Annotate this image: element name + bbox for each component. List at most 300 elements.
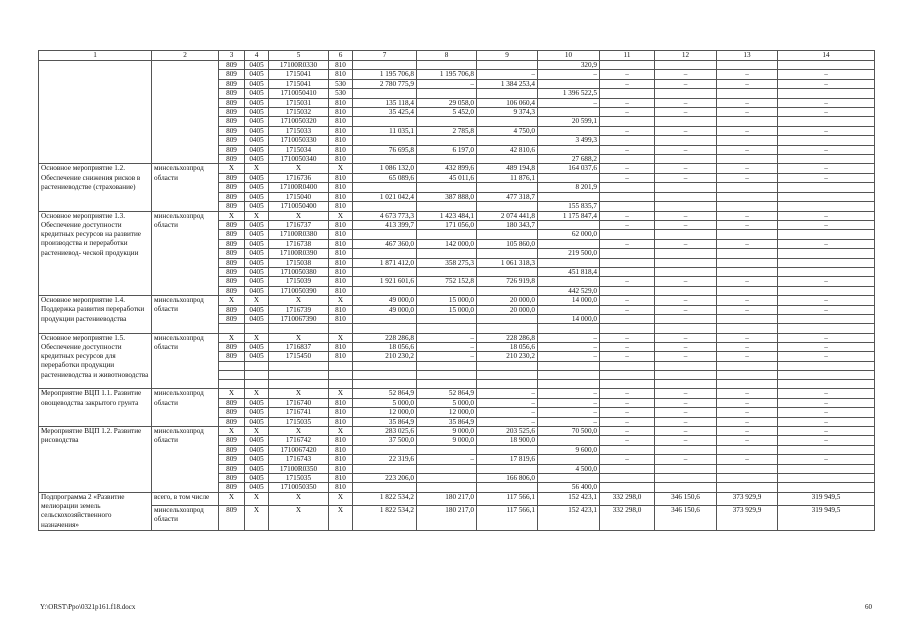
table-cell: 319 949,5 (778, 492, 875, 505)
table-cell (538, 126, 600, 135)
table-cell (655, 202, 717, 211)
table-cell (778, 136, 875, 145)
table-cell: – (717, 455, 778, 464)
table-cell (600, 89, 655, 98)
table-cell (600, 267, 655, 276)
table-row (39, 61, 875, 70)
table-cell: 1716742 (269, 436, 329, 445)
table-cell (353, 155, 417, 164)
table-cell: 1716739 (269, 305, 329, 314)
table-cell: 809 (219, 505, 245, 530)
table-cell: 1 175 847,4 (538, 211, 600, 220)
column-header: 2 (152, 51, 219, 61)
table-cell (538, 455, 600, 464)
table-cell (538, 370, 600, 379)
table-cell: X (219, 296, 245, 305)
table-cell: – (778, 296, 875, 305)
table-cell: – (655, 70, 717, 79)
table-row (39, 296, 875, 305)
table-cell: 809 (219, 436, 245, 445)
table-cell: 358 275,3 (417, 258, 477, 267)
table-cell: 1716741 (269, 408, 329, 417)
table-cell: – (538, 98, 600, 107)
table-cell (655, 89, 717, 98)
table-cell: 117 566,1 (477, 492, 538, 505)
table-cell: – (655, 342, 717, 351)
responsible-executor (152, 61, 219, 164)
table-cell (477, 464, 538, 473)
table-cell: 20 000,0 (477, 305, 538, 314)
table-cell (655, 267, 717, 276)
table-cell (778, 155, 875, 164)
table-cell: 0405 (245, 474, 269, 483)
table-cell: 752 152,8 (417, 277, 477, 286)
table-cell: – (778, 352, 875, 361)
table-cell: – (600, 126, 655, 135)
table-cell: 809 (219, 445, 245, 454)
table-cell (353, 202, 417, 211)
table-cell (417, 249, 477, 258)
table-cell: 9 374,3 (477, 108, 538, 117)
table-cell: – (655, 239, 717, 248)
table-cell (353, 464, 417, 473)
table-cell (778, 474, 875, 483)
table-cell: 15 000,0 (417, 305, 477, 314)
table-cell (600, 474, 655, 483)
table-cell (538, 108, 600, 117)
table-cell: – (538, 389, 600, 398)
table-cell: 809 (219, 417, 245, 426)
table-cell (717, 370, 778, 379)
table-cell: 17100R0350 (269, 464, 329, 473)
table-cell: 809 (219, 173, 245, 182)
table-cell: – (655, 417, 717, 426)
table-cell: 219 500,0 (538, 249, 600, 258)
table-cell: 106 060,4 (477, 98, 538, 107)
table-cell: 0405 (245, 192, 269, 201)
table-cell: 809 (219, 192, 245, 201)
table-cell: – (717, 126, 778, 135)
activity-name (39, 61, 152, 164)
table-cell (417, 183, 477, 192)
table-cell (778, 249, 875, 258)
table-cell (538, 79, 600, 88)
table-cell: 1716740 (269, 398, 329, 407)
activity-name: Основное мероприятие 1.4. Поддержка развития переработки продукции растениеводства (39, 296, 152, 333)
table-cell: 320,9 (538, 61, 600, 70)
table-cell: X (329, 389, 353, 398)
table-cell (717, 474, 778, 483)
table-cell (417, 117, 477, 126)
table-cell: – (538, 408, 600, 417)
column-header: 9 (477, 51, 538, 61)
column-header: 6 (329, 51, 353, 61)
table-cell: 12 000,0 (417, 408, 477, 417)
table-cell: – (655, 220, 717, 229)
table-cell: 809 (219, 474, 245, 483)
table-cell: 1710050340 (269, 155, 329, 164)
table-cell: 1710050330 (269, 136, 329, 145)
table-cell (600, 464, 655, 473)
table-cell: – (778, 342, 875, 351)
table-cell: 809 (219, 108, 245, 117)
table-cell: – (717, 220, 778, 229)
table-cell (600, 230, 655, 239)
table-cell: – (778, 70, 875, 79)
table-cell: – (778, 108, 875, 117)
table-cell: 810 (329, 286, 353, 295)
table-cell (353, 324, 417, 333)
table-cell: 0405 (245, 108, 269, 117)
table-cell: 56 400,0 (538, 483, 600, 492)
table-cell (778, 183, 875, 192)
table-cell: 530 (329, 79, 353, 88)
table-cell: – (778, 417, 875, 426)
table-cell: 18 056,6 (353, 342, 417, 351)
table-cell (600, 445, 655, 454)
table-cell: – (778, 426, 875, 435)
table-cell: 12 000,0 (353, 408, 417, 417)
table-cell: 29 058,0 (417, 98, 477, 107)
table-cell: 810 (329, 155, 353, 164)
table-cell (538, 192, 600, 201)
table-cell (477, 324, 538, 333)
table-cell (538, 145, 600, 154)
table-cell: 9 000,0 (417, 436, 477, 445)
column-header: 8 (417, 51, 477, 61)
table-cell: – (600, 333, 655, 342)
column-header: 10 (538, 51, 600, 61)
table-cell (477, 380, 538, 389)
table-cell: 810 (329, 192, 353, 201)
table-cell: 0405 (245, 249, 269, 258)
table-cell: 810 (329, 342, 353, 351)
table-cell (477, 136, 538, 145)
table-cell: X (245, 296, 269, 305)
table-cell (655, 314, 717, 323)
table-cell: 62 000,0 (538, 230, 600, 239)
table-cell: 477 318,7 (477, 192, 538, 201)
table-cell: 1716837 (269, 342, 329, 351)
table-cell: X (245, 426, 269, 435)
table-cell: – (655, 352, 717, 361)
table-cell: 810 (329, 436, 353, 445)
table-cell (477, 314, 538, 323)
table-cell (600, 61, 655, 70)
table-cell (269, 380, 329, 389)
table-cell: 1710067390 (269, 314, 329, 323)
table-cell: 17100R0390 (269, 249, 329, 258)
table-cell: 1715041 (269, 79, 329, 88)
table-cell: 432 899,6 (417, 164, 477, 173)
table-cell: 810 (329, 117, 353, 126)
table-cell: – (600, 305, 655, 314)
table-cell: 332 298,0 (600, 505, 655, 530)
table-cell (778, 89, 875, 98)
table-cell: 809 (219, 352, 245, 361)
table-cell: – (655, 436, 717, 445)
table-cell: 810 (329, 314, 353, 323)
column-header: 7 (353, 51, 417, 61)
table-cell: 810 (329, 398, 353, 407)
table-cell (353, 370, 417, 379)
table-cell: – (778, 98, 875, 107)
table-cell (269, 324, 329, 333)
table-cell (417, 380, 477, 389)
table-cell: 346 150,6 (655, 505, 717, 530)
table-cell: 0405 (245, 483, 269, 492)
table-cell: X (329, 333, 353, 342)
table-cell (417, 474, 477, 483)
table-cell: – (538, 398, 600, 407)
table-cell: 49 000,0 (353, 305, 417, 314)
table-cell: 1 423 484,1 (417, 211, 477, 220)
table-cell (778, 117, 875, 126)
table-cell: 1715041 (269, 70, 329, 79)
table-cell: 2 074 441,8 (477, 211, 538, 220)
column-header: 14 (778, 51, 875, 61)
table-cell (778, 483, 875, 492)
table-row (39, 333, 875, 342)
table-cell: – (538, 352, 600, 361)
table-cell (655, 370, 717, 379)
table-cell: – (778, 333, 875, 342)
table-cell (219, 361, 245, 370)
table-cell (655, 380, 717, 389)
table-cell (655, 136, 717, 145)
table-cell: – (477, 389, 538, 398)
table-cell: – (717, 389, 778, 398)
table-cell: – (717, 239, 778, 248)
table-cell (600, 380, 655, 389)
table-cell: – (778, 220, 875, 229)
table-cell (778, 464, 875, 473)
table-cell: X (329, 505, 353, 530)
table-cell: – (477, 398, 538, 407)
table-cell (600, 314, 655, 323)
table-cell (717, 445, 778, 454)
activity-name: Основное мероприятие 1.5. Обеспечение доступности кредитных ресурсов для переработки продукции растениеводства и животноводства (39, 333, 152, 389)
table-cell: – (655, 108, 717, 117)
table-cell: 810 (329, 249, 353, 258)
table-row (39, 426, 875, 435)
table-cell (245, 380, 269, 389)
table-cell: – (778, 436, 875, 445)
table-cell: 0405 (245, 455, 269, 464)
table-cell: 809 (219, 239, 245, 248)
table-cell: 809 (219, 79, 245, 88)
table-cell (353, 136, 417, 145)
table-cell: X (329, 296, 353, 305)
table-cell: 1710050380 (269, 267, 329, 276)
table-cell: 810 (329, 267, 353, 276)
table-cell (477, 361, 538, 370)
table-cell (778, 445, 875, 454)
table-cell: – (600, 277, 655, 286)
table-cell: – (655, 333, 717, 342)
table-cell (477, 267, 538, 276)
table-cell: – (600, 239, 655, 248)
table-cell: – (417, 79, 477, 88)
table-cell: 17100R0380 (269, 230, 329, 239)
table-cell: 809 (219, 408, 245, 417)
table-cell (655, 230, 717, 239)
table-cell (717, 117, 778, 126)
table-cell: 35 864,9 (353, 417, 417, 426)
responsible-executor: минсельхозпрод области (152, 333, 219, 389)
table-cell: 0405 (245, 98, 269, 107)
table-cell: 45 011,6 (417, 173, 477, 182)
table-cell (717, 61, 778, 70)
table-cell: 22 319,6 (353, 455, 417, 464)
table-cell: 210 230,2 (477, 352, 538, 361)
table-cell: 346 150,6 (655, 492, 717, 505)
table-cell: 166 806,0 (477, 474, 538, 483)
table-cell: 810 (329, 220, 353, 229)
table-cell (477, 155, 538, 164)
table-cell: 0405 (245, 286, 269, 295)
table-cell: 3 499,3 (538, 136, 600, 145)
table-cell: 70 500,0 (538, 426, 600, 435)
table-cell: – (655, 145, 717, 154)
table-cell: 35 425,4 (353, 108, 417, 117)
table-cell: 809 (219, 202, 245, 211)
table-cell: 49 000,0 (353, 296, 417, 305)
table-cell: 17100R0330 (269, 61, 329, 70)
table-cell: 809 (219, 305, 245, 314)
table-cell: 373 929,9 (717, 505, 778, 530)
table-cell: 180 217,0 (417, 505, 477, 530)
table-cell: X (219, 333, 245, 342)
table-cell: 65 089,6 (353, 173, 417, 182)
table-cell: 142 000,0 (417, 239, 477, 248)
table-cell: 1 086 132,0 (353, 164, 417, 173)
table-cell: – (778, 239, 875, 248)
table-cell: 11 035,1 (353, 126, 417, 135)
table-cell: 8 201,9 (538, 183, 600, 192)
table-cell (655, 324, 717, 333)
table-cell: 4 750,0 (477, 126, 538, 135)
table-cell: 1 822 534,2 (353, 492, 417, 505)
table-cell: 1710067420 (269, 445, 329, 454)
table-cell: 1715035 (269, 417, 329, 426)
table-cell (655, 258, 717, 267)
table-cell: 0405 (245, 445, 269, 454)
table-row (39, 164, 875, 173)
table-cell: – (717, 398, 778, 407)
table-cell: – (717, 98, 778, 107)
table-cell: 809 (219, 342, 245, 351)
table-cell: – (477, 408, 538, 417)
table-cell: 809 (219, 455, 245, 464)
table-cell: 332 298,0 (600, 492, 655, 505)
table-cell: 5 452,0 (417, 108, 477, 117)
table-cell (717, 380, 778, 389)
table-cell (353, 117, 417, 126)
table-cell: 20 000,0 (477, 296, 538, 305)
table-cell (417, 483, 477, 492)
table-cell: – (778, 211, 875, 220)
table-cell: 0405 (245, 183, 269, 192)
table-cell: X (269, 389, 329, 398)
table-cell: 809 (219, 249, 245, 258)
table-cell (538, 324, 600, 333)
table-cell (353, 249, 417, 258)
table-cell: – (477, 417, 538, 426)
table-cell: – (717, 342, 778, 351)
column-header: 5 (269, 51, 329, 61)
table-cell (329, 370, 353, 379)
responsible-executor: минсельхозпрод области (152, 164, 219, 211)
table-cell: – (717, 333, 778, 342)
table-cell (655, 155, 717, 164)
table-cell: 810 (329, 464, 353, 473)
table-cell (477, 61, 538, 70)
table-cell: X (219, 211, 245, 220)
table-cell: X (269, 164, 329, 173)
table-cell (538, 239, 600, 248)
table-cell (655, 483, 717, 492)
table-cell: – (655, 408, 717, 417)
table-cell (717, 192, 778, 201)
table-cell (477, 183, 538, 192)
table-cell: 9 600,0 (538, 445, 600, 454)
table-cell: 809 (219, 483, 245, 492)
table-cell: X (269, 492, 329, 505)
table-cell: 1715038 (269, 258, 329, 267)
table-cell: 809 (219, 220, 245, 229)
table-cell: – (778, 277, 875, 286)
table-cell: 809 (219, 230, 245, 239)
table-cell: – (778, 164, 875, 173)
table-cell: 20 599,1 (538, 117, 600, 126)
table-cell: X (269, 333, 329, 342)
table-cell: – (538, 70, 600, 79)
table-cell (717, 249, 778, 258)
table-cell: 809 (219, 61, 245, 70)
table-cell: – (538, 333, 600, 342)
activity-name: Основное мероприятие 1.2. Обеспечение снижения рисков в растениеводстве (страхование) (39, 164, 152, 211)
table-cell: – (655, 98, 717, 107)
table-cell (417, 61, 477, 70)
table-cell (245, 361, 269, 370)
table-cell (538, 474, 600, 483)
table-cell: – (600, 79, 655, 88)
table-cell (538, 258, 600, 267)
table-cell: 810 (329, 126, 353, 135)
table-cell: – (717, 211, 778, 220)
table-row (39, 505, 875, 530)
table-cell: 283 025,6 (353, 426, 417, 435)
table-cell (353, 445, 417, 454)
table-cell: 52 864,9 (417, 389, 477, 398)
table-cell: 35 864,9 (417, 417, 477, 426)
table-cell: – (655, 79, 717, 88)
table-cell: – (655, 426, 717, 435)
table-cell: – (600, 408, 655, 417)
table-cell (655, 464, 717, 473)
table-cell: – (717, 70, 778, 79)
table-cell (329, 324, 353, 333)
table-cell: 810 (329, 108, 353, 117)
table-cell (329, 361, 353, 370)
table-cell: 1 061 318,3 (477, 258, 538, 267)
table-cell (417, 314, 477, 323)
table-cell: 27 688,2 (538, 155, 600, 164)
table-cell: – (600, 455, 655, 464)
table-cell: 810 (329, 173, 353, 182)
table-cell: 52 864,9 (353, 389, 417, 398)
